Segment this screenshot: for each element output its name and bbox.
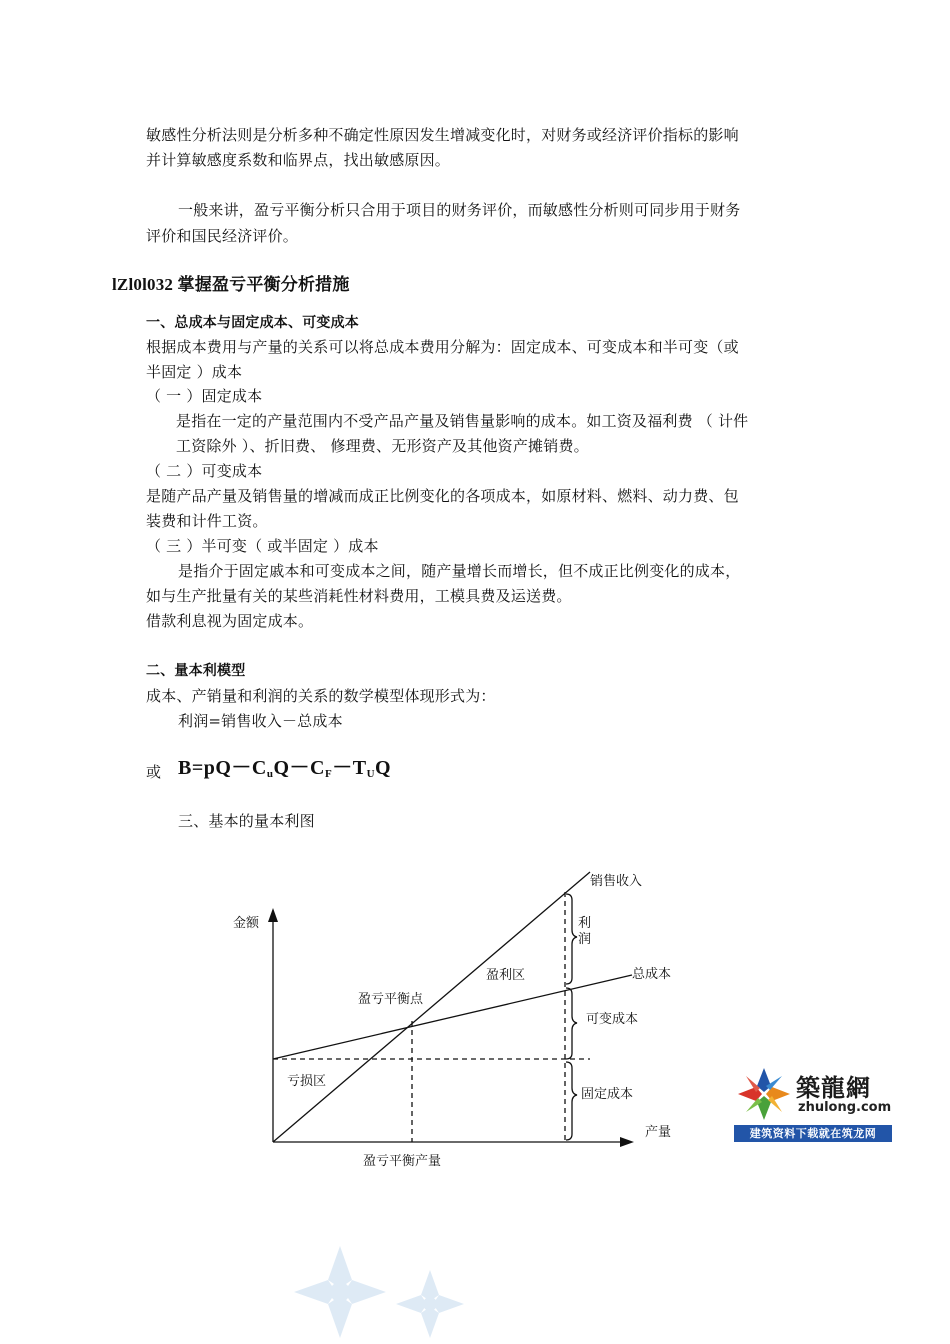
para-1-line-2: 并计算敏感度系数和临界点，找出敏感原因。 xyxy=(146,151,451,169)
loss-zone-label: 亏损区 xyxy=(287,1074,327,1089)
breakeven-point-label: 盈亏平衡点 xyxy=(358,992,424,1007)
x-axis-label: 产量 xyxy=(645,1125,672,1140)
s1-item-3-line-1: 是指介于固定戚本和可变成本之间，随产量增长而增长，但不成正比例变化的成本， xyxy=(178,562,741,580)
zhulong-logo xyxy=(734,1064,892,1142)
formula-part-d: Q xyxy=(375,757,392,779)
s1-item-2-line-2: 装费和计件工资。 xyxy=(146,512,268,530)
brace-variable-cost xyxy=(566,988,577,1059)
formula-sub-f: F xyxy=(324,768,333,780)
s1-line-1: 根据成本费用与产量的关系可以将总成本费用分解为：固定成本、可变成本和半可变（或 xyxy=(146,338,739,356)
s2-line-2: 利润=销售收入－总成本 xyxy=(178,712,343,730)
formula-part-a: B=pQ－C xyxy=(178,757,267,779)
formula xyxy=(178,758,391,784)
s1-item-2-title: （ 二 ）可变成本 xyxy=(146,462,263,480)
s1-item-3-title: （ 三 ）半可变（ 或半固定 ）成本 xyxy=(146,537,379,555)
s1-line-2: 半固定 ）成本 xyxy=(146,363,243,381)
s1-item-1-line-2: 工资除外 ）、折旧费、 修理费、无形资产及其他资产摊销费。 xyxy=(176,437,589,455)
variable-cost-label: 可变成本 xyxy=(586,1012,639,1027)
para-2-line-1: 一般来讲，盈亏平衡分析只合用于项目的财务评价，而敏感性分析则可同步用于财务 xyxy=(178,201,741,219)
breakeven-quantity-label: 盈亏平衡产量 xyxy=(363,1154,442,1169)
logo-tagline: 建筑资料下载就在筑龙网 xyxy=(734,1125,892,1142)
s1-item-2-line-1: 是随产品产量及销售量的增减而成正比例变化的各项成本，如原材料、燃料、动力费、包 xyxy=(146,487,739,505)
watermark-snowflake-icon xyxy=(290,1240,480,1344)
series-label-revenue: 销售收入 xyxy=(590,874,643,889)
formula-part-c: －T xyxy=(332,757,367,779)
series-label-total-cost: 总成本 xyxy=(632,967,672,982)
logo-en-text: zhulong.com xyxy=(798,1100,892,1115)
revenue-line xyxy=(273,872,590,1142)
formula-or: 或 xyxy=(146,763,162,781)
s2-heading: 二、量本利模型 xyxy=(146,663,246,679)
s1-note: 借款利息视为固定成本。 xyxy=(146,612,314,630)
total-cost-line xyxy=(273,975,632,1059)
profit-label: 利润 xyxy=(578,916,592,947)
y-axis-label: 金额 xyxy=(233,916,260,931)
logo-cn-text: 築龍網 xyxy=(796,1073,871,1102)
section-title: lZl0l032 掌握盈亏平衡分析措施 xyxy=(112,275,350,294)
y-axis-arrow xyxy=(268,908,278,922)
formula-sub-u: u xyxy=(266,768,274,780)
s1-item-1-line-1: 是指在一定的产量范围内不受产品产量及销售量影响的成本。如工资及福利费 （ 计件 xyxy=(176,412,749,430)
s1-heading: 一、总成本与固定成本、可变成本 xyxy=(146,315,359,331)
s2-line-1: 成本、产销量和利润的关系的数学模型体现形式为： xyxy=(146,687,496,705)
formula-sub-t: U xyxy=(366,768,376,780)
s1-item-3-line-2: 如与生产批量有关的某些消耗性材料费用，工模具费及运送费。 xyxy=(146,587,572,605)
para-1-line-1: 敏感性分析法则是分析多种不确定性原因发生增减变化时，对财务或经济评价指标的影响 xyxy=(146,126,739,144)
s3-heading: 三、基本的量本利图 xyxy=(178,812,315,830)
brace-profit xyxy=(566,894,577,984)
formula-part-b: Q－C xyxy=(273,757,325,779)
para-2-line-2: 评价和国民经济评价。 xyxy=(146,227,299,245)
snowflake-logo-icon xyxy=(734,1064,794,1124)
brace-fixed-cost xyxy=(566,1062,577,1140)
x-axis-arrow xyxy=(620,1137,634,1147)
profit-zone-label: 盈利区 xyxy=(486,968,526,983)
s1-item-1-title: （ 一 ）固定成本 xyxy=(146,387,263,405)
fixed-cost-label: 固定成本 xyxy=(581,1087,634,1102)
